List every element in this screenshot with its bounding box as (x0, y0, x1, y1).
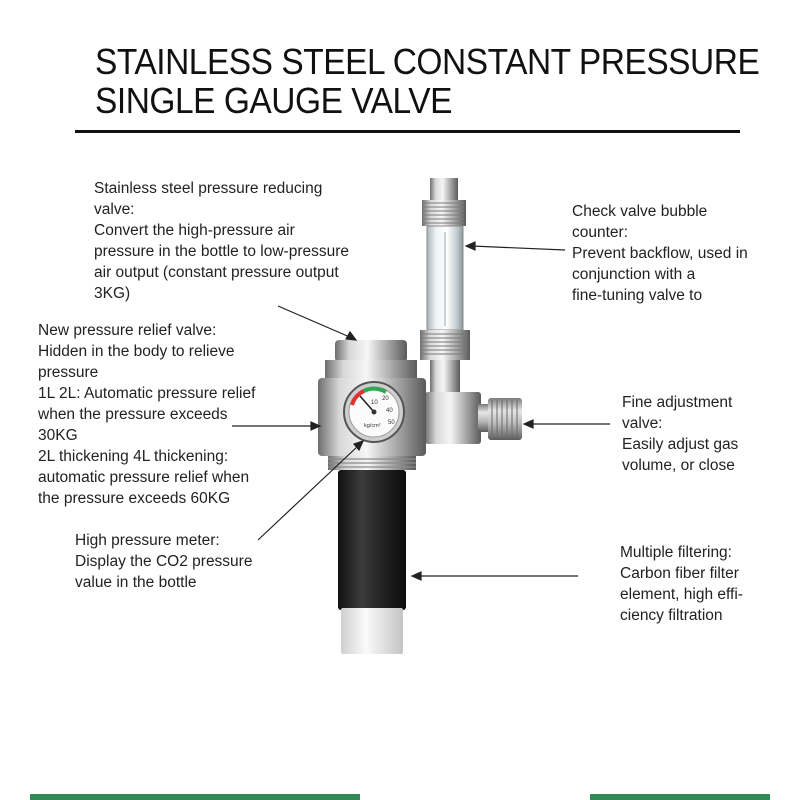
callout-line: Carbon fiber filter (620, 565, 739, 582)
title-line-2: SINGLE GAUGE VALVE (95, 80, 452, 121)
arrow-check-valve (472, 246, 565, 250)
gauge-unit-label: kg/cm² (364, 423, 381, 429)
gauge-tick-label: 40 (386, 408, 393, 414)
bubble-counter-collar (420, 330, 470, 396)
callout-line: 1L 2L: Automatic pressure relief (38, 385, 256, 402)
arrow-head (466, 242, 475, 250)
arrow-head (346, 332, 356, 340)
callout-line: 30KG (38, 427, 78, 444)
callout-line: Prevent backflow, used in (572, 245, 748, 262)
callout-line: conjunction with a (572, 266, 696, 283)
filter-element (341, 608, 403, 654)
callout-line: Stainless steel pressure reducing (94, 180, 323, 197)
callout-line: Convert the high-pressure air (94, 222, 295, 239)
callout-line: pressure in the bottle to low-pressure (94, 243, 350, 260)
callout-line: Multiple filtering: (620, 544, 732, 561)
callout-line: volume, or close (622, 457, 735, 474)
callout-line: air output (constant pressure output (94, 264, 339, 281)
fine-adjustment-knob[interactable] (478, 398, 522, 440)
callout-line: ciency filtration (620, 607, 723, 624)
callout-line: element, high effi- (620, 586, 743, 603)
pressure-gauge (344, 382, 404, 442)
footer-accent-right (590, 794, 770, 800)
callout-line: when the pressure exceeds (38, 406, 228, 423)
callout-line: Easily adjust gas (622, 436, 739, 453)
callout-line: 2L thickening 4L thickening: (38, 448, 229, 465)
callout-line: High pressure meter: (75, 532, 220, 549)
callout-line: 3KG) (94, 285, 131, 302)
callout-line: Display the CO2 pressure (75, 553, 253, 570)
gauge-tick-label: 10 (371, 400, 378, 406)
callout-line: automatic pressure relief when (38, 469, 250, 486)
callout-line: valve: (622, 415, 663, 432)
footer-accent-left (30, 794, 360, 800)
callout-line: valve: (94, 201, 135, 218)
arrow-reducing-valve (278, 306, 352, 338)
callout-line: fine-tuning valve to (572, 287, 703, 304)
callout-line: counter: (572, 224, 629, 241)
filter-housing (338, 470, 406, 610)
callout-line: value in the bottle (75, 574, 197, 591)
bubble-counter-cap (422, 178, 466, 226)
callout-line: pressure (38, 364, 99, 381)
callout-line: the pressure exceeds 60KG (38, 490, 231, 507)
title-line-1: STAINLESS STEEL CONSTANT PRESSURE (95, 41, 760, 82)
arrow-head (524, 420, 533, 428)
gauge-tick-label: 50 (388, 420, 395, 426)
needle-valve-block (425, 392, 481, 444)
callout-line: New pressure relief valve: (38, 322, 217, 339)
arrow-head (412, 572, 421, 580)
callout-line: Fine adjustment (622, 394, 733, 411)
gauge-tick-label: 20 (382, 396, 389, 402)
callout-line: Check valve bubble (572, 203, 708, 220)
callout-line: Hidden in the body to relieve (38, 343, 235, 360)
